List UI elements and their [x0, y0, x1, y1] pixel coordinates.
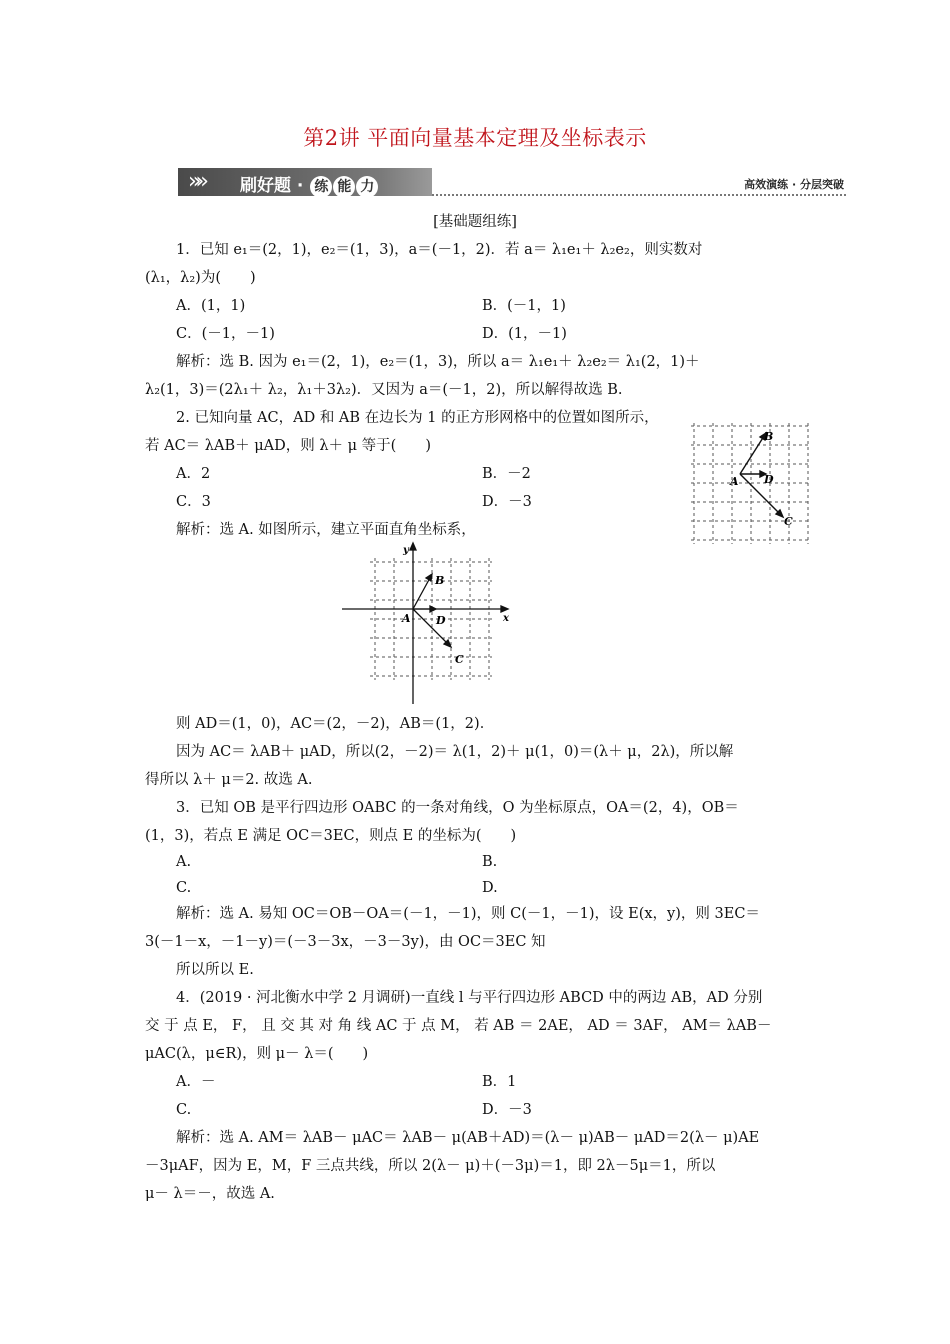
fig2-axis-x: x	[503, 613, 509, 624]
q4-option-a: A．－	[176, 1074, 216, 1090]
q2-stem-2: 若 AC＝ λAB＋ μAD，则 λ＋ μ 等于( )	[145, 438, 431, 454]
q4-solution-2: －3μAF，因为 E，M，F 三点共线，所以 2(λ－ μ)＋(－3μ)＝1，即 2λ－5μ＝1，所以	[145, 1158, 716, 1174]
q3-option-c: C.	[176, 880, 192, 896]
fig2-label-a: A	[402, 612, 411, 625]
banner-label	[240, 171, 378, 198]
q1-solution-1: 解析：选 B. 因为 e₁＝(2，1)，e₂＝(1，3)，所以 a＝ λ₁e₁＋ λ₂e₂＝ λ₁(2，1)＋	[176, 354, 700, 370]
q1-solution-2: λ₂(1，3)＝(2λ₁＋ λ₂，λ₁＋3λ₂)．又因为 a＝(－1，2)，所以解得故选 B.	[145, 382, 623, 398]
banner-char-3: 力	[356, 176, 378, 198]
coordinate-figure	[340, 540, 518, 706]
fig2-label-c: C	[455, 653, 464, 666]
fig1-label-b: B	[764, 430, 774, 443]
fig2-axis-y: y	[403, 545, 409, 556]
banner-dot: ·	[296, 176, 304, 196]
q4-stem-2: 交 于 点 E， F， 且 交 其 对 角 线 AC 于 点 M， 若 AB ＝ 2AE， AD ＝ 3AF， AM＝ λAB－	[145, 1018, 772, 1034]
q2-option-d: D．－3	[482, 494, 532, 510]
chevron-icon: »»	[188, 169, 203, 194]
q4-solution-1: 解析：选 A. AM＝ λAB－ μAC＝ λAB－ μ(AB＋AD)＝(λ－ μ)AB－ μAD＝2(λ－ μ)AE	[176, 1130, 760, 1146]
banner-char-2: 能	[333, 176, 355, 198]
fig1-label-c: C	[784, 515, 793, 528]
q4-stem-3: μAC(λ，μ∈R)，则 μ－ λ＝( )	[145, 1046, 369, 1062]
q1-option-d: D．(1，－1)	[482, 326, 567, 342]
q3-option-b: B.	[482, 854, 498, 870]
q4-option-d: D．－3	[482, 1102, 532, 1118]
q3-stem-1: 3．已知 OB 是平行四边形 OABC 的一条对角线，O 为坐标原点，OA＝(2，4)，OB＝	[176, 800, 739, 816]
q4-option-b: B．1	[482, 1074, 517, 1090]
banner-dotted-line	[432, 194, 846, 196]
q2-solution-4: 得所以 λ＋ μ＝2. 故选 A.	[145, 772, 313, 788]
q4-stem-1: 4．(2019 · 河北衡水中学 2 月调研)一直线 l 与平行四边形 ABCD 中的两边 AB，AD 分别	[176, 990, 763, 1006]
fig2-label-b: B	[435, 574, 445, 587]
fig2-label-d: D	[436, 614, 446, 627]
q1-option-a: A．(1，1)	[176, 298, 246, 314]
q2-option-c: C．3	[176, 494, 211, 510]
q3-option-a: A.	[176, 854, 192, 870]
fig1-label-d: D	[764, 473, 774, 486]
banner-char-1: 练	[310, 176, 332, 198]
q2-option-b: B．－2	[482, 466, 531, 482]
q3-stem-2: (1，3)，若点 E 满足 OC＝3EC，则点 E 的坐标为( )	[145, 828, 517, 844]
q1-stem-1: 1．已知 e₁＝(2，1)，e₂＝(1，3)，a＝(－1，2)．若 a＝ λ₁e₁＋ λ₂e₂，则实数对	[176, 242, 703, 258]
vector-grid-figure	[688, 420, 814, 548]
banner-label-a: 刷好题	[240, 176, 291, 196]
q1-option-b: B．(－1，1)	[482, 298, 566, 314]
q3-solution-2: 3(－1－x，－1－y)＝(－3－3x，－3－3y)，由 OC＝3EC 知	[145, 934, 546, 950]
fig1-label-a: A	[730, 475, 739, 488]
section-heading: [基础题组练]	[433, 214, 517, 230]
q4-solution-3: μ－ λ＝－，故选 A.	[145, 1186, 275, 1202]
q2-option-a: A．2	[176, 466, 211, 482]
q4-option-c: C.	[176, 1102, 192, 1118]
q2-stem-1: 2. 已知向量 AC，AD 和 AB 在边长为 1 的正方形网格中的位置如图所示，	[176, 410, 659, 426]
q2-solution-3: 因为 AC＝ λAB＋ μAD，所以(2，－2)＝ λ(1，2)＋ μ(1，0)＝(λ＋ μ，2λ)，所以解	[176, 744, 734, 760]
section-banner	[178, 168, 846, 198]
q2-solution-2: 则 AD＝(1，0)，AC＝(2，－2)，AB＝(1，2)．	[176, 716, 495, 732]
q2-solution-1: 解析：选 A. 如图所示，建立平面直角坐标系，	[176, 522, 476, 538]
page-title: 第2讲 平面向量基本定理及坐标表示	[303, 126, 647, 150]
q1-option-c: C．(－1，－1)	[176, 326, 275, 342]
banner-right-text: 高效演练 · 分层突破	[744, 178, 844, 191]
q3-option-d: D.	[482, 880, 498, 896]
q3-solution-3: 所以所以 E.	[176, 962, 254, 978]
q1-stem-2: (λ₁，λ₂)为( )	[145, 270, 256, 286]
q3-solution-1: 解析：选 A. 易知 OC＝OB－OA＝(－1，－1)，则 C(－1，－1)，设 E(x，y)，则 3EC＝	[176, 906, 760, 922]
